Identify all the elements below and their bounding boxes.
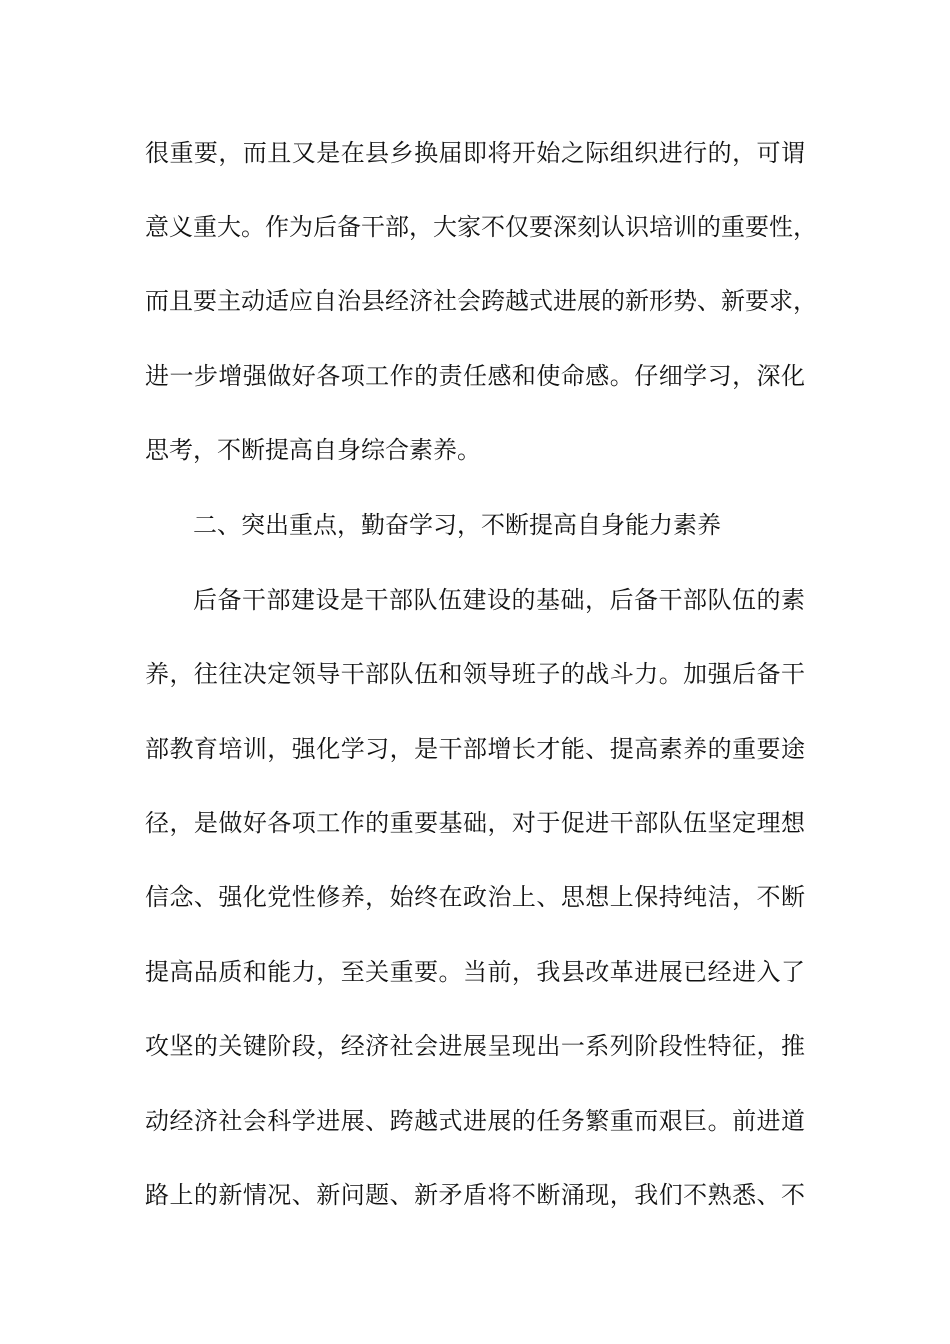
section-heading: 二、突出重点，勤奋学习，不断提高自身能力素养 (193, 511, 721, 539)
text-line: 提高品质和能力，至关重要。当前，我县改革进展已经进入了 (145, 958, 805, 986)
text-line: 动经济社会科学进展、跨越式进展的任务繁重而艰巨。前进道 (145, 1107, 805, 1135)
text-line: 径，是做好各项工作的重要基础，对于促进干部队伍坚定理想 (145, 809, 805, 837)
text-line: 而且要主动适应自治县经济社会跨越式进展的新形势、新要求， (145, 287, 817, 315)
text-line: 很重要，而且又是在县乡换届即将开始之际组织进行的，可谓 (145, 139, 805, 167)
text-line: 部教育培训，强化学习，是干部增长才能、提高素养的重要途 (145, 735, 805, 763)
text-line: 意义重大。作为后备干部，大家不仅要深刻认识培训的重要性， (145, 213, 817, 241)
text-line: 进一步增强做好各项工作的责任感和使命感。仔细学习，深化 (145, 362, 805, 390)
text-line: 攻坚的关键阶段，经济社会进展呈现出一系列阶段性特征，推 (145, 1032, 805, 1060)
text-line: 思考，不断提高自身综合素养。 (145, 436, 481, 464)
text-line: 养，往往决定领导干部队伍和领导班子的战斗力。加强后备干 (145, 660, 805, 688)
text-line: 信念、强化党性修养，始终在政治上、思想上保持纯洁，不断 (145, 883, 805, 911)
text-line: 路上的新情况、新问题、新矛盾将不断涌现，我们不熟悉、不 (145, 1181, 805, 1209)
text-line: 后备干部建设是干部队伍建设的基础，后备干部队伍的素 (193, 586, 805, 614)
